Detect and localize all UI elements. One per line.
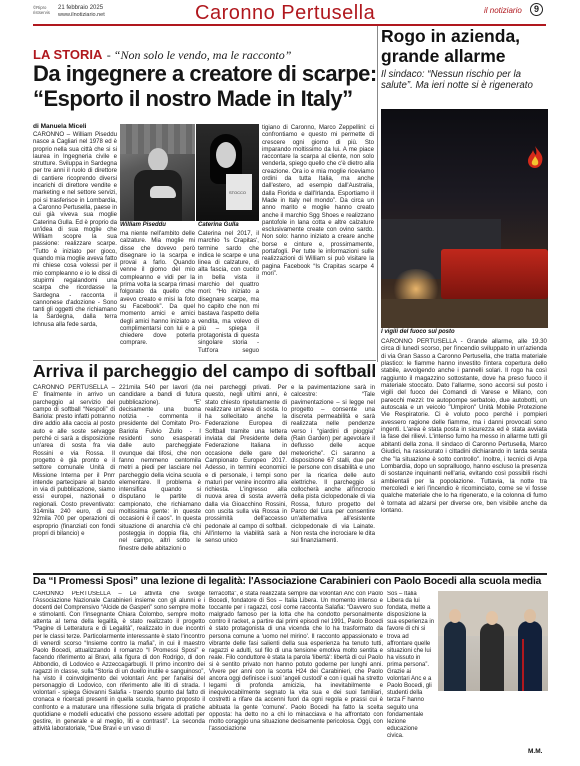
carabinieri-col3: Sos – Italia Libera da lui fondata, mette a disposizione la sua esperienza in favore di chi si trova ad affrontare quelle situazioni che lui ha vissuto in prima persona”. Grazie ai volontari Anc e a Paolo Bocedi, gli studenti della terza F hanno seguito una fondamentale lezione educazione civica.: [387, 591, 435, 739]
publisher-logo: ©Ripro ristservis: [33, 5, 50, 15]
carabinieri-headline: Da “I Promessi Sposi” una lezione di legalità: l'Associazione Carabinieri con Paolo Bocedi alla scuola media: [33, 576, 542, 587]
fire-photo: [381, 109, 548, 328]
newspaper-name: il notiziario: [484, 6, 522, 15]
flame-emblem-icon: [522, 144, 548, 170]
photo2-caption: Caterina Gulla: [198, 222, 239, 228]
section-title: Caronno Pertusella: [195, 2, 376, 24]
street-shape: [381, 299, 548, 328]
carabinieri-col1: CARONNO PERTUSELLA – Le attività che svolge l'Associazione Nazionale Carabinieri insieme con gli alunni e i docenti del Comprensivo “Alcide de Gasperi” sono sempre molte e stimolanti. Con l'insegnante Chiara Colombo, sempre molto attenta al tema della legalità, è stato realizzato il progetto “Pagine di Letteratura e di Legalità”, realizzato in due incontri per le classi terze. Particolarmente interessante è stato l'incontro di venerdì scorso “Insieme contro la mafia”, in cui il maestro Paolo Bocedi, attualizzando il romanzo “I Promessi Sposi” e facendo riferimento ai Bravi, alla figura di don Rodrigo, di don Abbondio, di Lodovico e Azzeccagarbugli. Il primo incontro dei ragazzi in classe, sulla “Storia di un duello inutile e sanguinoso”, ha visto il coinvolgimento dei volontari Anc per l'analisi del personaggio di Lodovico, con riferimento alle liti di strada. I volontari - spiega Giovanni Salafia - traendo spunto dal fatto di cronaca e ricercati presenti in quella scuola, hanno proposto il confronto e a maturare una riflessione sulla brigata di pratiche quotidiane e modelli educativi che possono essere adottati per gestire, in generale e al meglio, liti e contrasti”. La seconda attività laboratoriale, “Due Bravi e un vaso di: [33, 591, 205, 732]
carabinieri-sign-off-area: [438, 694, 548, 744]
person-left: [444, 621, 466, 691]
main-article-col1: CARONNO – William Piseddu nasce a Cagliari nel 1978 ed è proprio nella sua città che si si laurea in Ingegneria civile e strutture. Sviluppa in Sardegna per tre anni il ruolo di direttore di cantiere ricoprendo diversi incarichi di direttore vendite e marketing e nel settore servizi, poi si trasferisce in Lombardia, a Caronno Pertusella, paese in cui già viveva sua moglie Caterina Gulla. Ed è proprio da un'idea di sua moglie che William scopre la sua passione: realizzare scarpe. “Tutto è iniziato per gioco, quando mia moglie aveva fatto mi chiese cosa volessi per il mio compleanno e io le dissi di stupirmi regalandomi una scarpa che ricordasse la Sardegna - racconta il cannonese d'adozione - Sono tanti gli oggetti che richiamano la Sardegna, dalla terra lchnusa alla fede sarda,: [33, 131, 117, 328]
person-middle: [480, 623, 504, 691]
person-right-head: [524, 609, 536, 623]
shoe-shape: [150, 186, 176, 198]
softball-col2: 221mila 540 per lavori (da candidare a bandi di futura pubblicazione). “E' decisamente una buona notizia - commenta il presidente del Comitato Pro-Bariola Fulvio Zullo - I residenti sono esasperati dalle auto parcheggiate ovunque dai tifosi, che non fanno nemmeno centomila metri a piedi per lasciare nel parcheggio della vicina scuola elementare. Il problema è intensifica quando si disputano le partite di campionato, che richiamano moltissima gente: in queste occasioni è il caos”. In questa situazione di anarchia c'è chi posteggia in doppia fila, chi nel campo, altri sotto le finestre delle abitazioni o: [119, 384, 201, 552]
carabinieri-col2: terracotta”, è stata realizzata sempre dai volontari Anc con Paolo Bocedi, fondatore di Sos – Italia Libera. Un momento intenso e toccante per i ragazzi, così come racconta Salafia: “Davvero suo malgrado famoso per la lotta che ha condotto personalmente contro il racket, a partire dai primi episodi nel 1991, Paolo Bocedi è stato protagonista di una vicenda che lo ha trasformato da persona comune a 'uomo nel mirino'. Il racconto appassionato e vibrante delle fasi salienti della sua esperienza ha tenuto tutti, ragazzi e adulti, sul filo di una tensione emotiva molto sentita e reale. Filo conduttore è stata la parola 'libertà': libertà di cui Paolo si è sentito privato non hanno potuto goderne per lunghi anni. Vivere per anni con la scorta H24 dei Carabinieri, che Paolo ancora oggi definisce i suoi 'angeli custodi' e con i quali ha stretto legami di profonda amicizia, ha inevitabilmente e inequivocabilmente segnato la vita sua e dei suoi familiari, costretti a rifare da accenni fuori da ogni regola e prassi cui è abituata la gente 'comune'. Paolo Bocedi ha fatto la scelta opposta: ha detto no a chi lo minacciava e ha affrontato con molto coraggio una situazione decisamente pericolosa. Oggi, con l'associazione: [209, 591, 383, 732]
column-divider: [377, 26, 378, 362]
main-headline: [33, 61, 378, 111]
vigili-logo: [522, 144, 548, 170]
byline: di Manuela Miceli: [33, 123, 87, 130]
softball-col3: nei parcheggi privati. Per questo, negli ultimi anni, è stato chiesto ripetutamente di realizzare un'area di sosta. Io ha sollecitato anche la Federazione Europea di Softball tramite una lettera inviata dal Presidente della Federazione Italiana in occasione delle gare del Campionato Europeo 2017. Adesso, in termini economici e di personale, i tempi sono maturi per venire incontro alla richiesta. L'ingresso alla nuova area di sosta avverrà dalla via Gioacchino Rossini, con uscita sulla via Rossa in prossimità dell'accesso pedonale al campo di softball. All'interno la viabilità sarà a senso unico: [205, 384, 287, 545]
book-text: STOCCO: [229, 190, 247, 195]
person-left-head: [449, 609, 461, 623]
kicker-label: LA STORIA: [33, 47, 103, 62]
softball-col1: CARONNO PERTUSELLA – E' finalmente in arrivo un parcheggio al servizio del campo di softball “Nespoli” di Bariola: presto infatti potranno dire addio alla caccia al posto auto e alle soste selvagge perché ci sarà a disposizione un'area di sosta fra via Rossini e via Rossa. Il progetto è già pronto e il settore comunale Unità di Missione Interna per il Pnrr intende partecipare al bando in via di pubblicazione, siamo essi europei, nazionali o regionali. Costo preventivato: 314mila 240 euro, di cui 92mila 700 per operazioni di esproprio (finanziati con fondi propri di bilancio) e: [33, 384, 115, 537]
fire-truck-shape: [441, 249, 548, 299]
main-article-col2: ma niente nell'ambito delle calzature. Mia moglie mi disse che dovevo però disegnare io la scarpa e provai a farlo. Quando venne il giorno del mio compleanno e vidi per la prima volta la scarpa rimasi folgorato da quello che avevo creato e misi la foto su Facebook”. Da quel momento amici e amici degli amici hanno iniziato a complimentarsi con lui e a chiedere dove poterla comprare.: [120, 230, 195, 347]
softball-col4: e la pavimentazione sarà in calcestre: “Tale pavimentazione – si legge nel progetto – consente una discreta permeabilità e sarà realizzata nelle pendenze verso i “giardini di pioggia” (Rain Garden) per agevolare il deflusso delle acque meteoriche”. Ci saranno a disposizione 67 stalli, due per le persone con disabilità e uno per la ricarica delle auto elettriche. Il parcheggio si collocherà anche all'incrocio della pista ciclopedonale di via Rossa, futuro progetto del Parco del Lura per consentire un'alternativa all'esistente ciclopedonale di via Lainate. Non resta che incrociare le dita sui finanziamenti.: [291, 384, 375, 545]
fire-article-body: CARONNO PERTUSELLA - Grande allarme, alle 19.30 circa di lunedì scorso, per l'incendio sviluppato in un'azienda di via Gran Sasso a Caronno Pertusella, che tratta materiale plastico: le fiamme hanno investito l'intera copertura dello stabile, avvolgendo anche i pannelli solari. Il rogo ha così raggiunto il magazzino sottostante, dove ha preso fuoco il materiale stoccato. Dato l'allarme, sono accorsi sul posto i vigili del fuoco dei Comandi di Varese e Milano, con parecchi mezzi: tre autopompe serbatoio, due autobotti, un autoscala e un veicolo "Umpiron" Unità Mobile Protezione Vie Respiratorie. Ci è voluto poco perché i pompieri avessero ragione delle fiamme, ma i danni provocati sono ingenti. L'area è stata posta in sicurezza ed è stata avviata la fase dei rilievi. L'intenso fumo ha messo in allarme tutti gli abitanti della zona. Il sindaco di Caronno Pertusella, Marco Giudici, ha rassicurato i cittadini dichiarando in tarda serata che "la situazione è sotto controllo". Inoltre, i tecnici di Arpa Lombardia, dopo un sopralluogo, hanno escluso la presenza di sostanze inquinanti nell'aria, evitando così possibili rischi ambientali per la popolazione. Tuttavia, la notte tra mercoledì e ieri l'incendio è ricominciato, come se vi fosse qualche materiale che lo ha rigenerato, e la colonna di fumo è tornata ad alzarsi per diverse ore, ben visibile anche da lontano.: [381, 338, 547, 514]
main-article-col3: Caterina nel 2017, il marchio 'Is Crapitas', termine sardo che indica le scarpe e una linea di calzature, di alta fascia, con cucito in bella vista il marchio del quattro mori: “Ho iniziato a disegnare scarpe, ma ho capito che non mi bastava l'aspetto della vendita, ma volevo di più – spiega il protagonista di questa singolare storia - Tutt'ora seguo: [198, 230, 259, 354]
photo-william-piseddu: [120, 124, 195, 221]
carabinieri-photo: [438, 591, 548, 691]
person-head: [148, 148, 168, 172]
person-face: [216, 142, 236, 168]
bottom-section-rule: [33, 573, 547, 575]
person-right-stripe: [522, 639, 524, 691]
page-number: [530, 3, 543, 16]
person-middle-head: [486, 611, 498, 625]
fire-headline: Rogo in azienda, grande allarme: [381, 26, 521, 66]
kicker-quote: - “Non solo le vendo, ma le racconto”: [106, 48, 292, 62]
main-article-col4: tigiano di Caronno, Marco Zeppellini: ci confrontiamo e questo mi permette di crescere ogni giorno di più. Sto imparando moltissimo da lui. A me piace raccontare la scarpa al cliente, non solo venderla, spiego quello che c'è dietro alla creazione. Ora io e mia moglie riceviamo ordini da tutta Italia, ma anche dall'estero, ad esempio dall'Australia, dalla Florida e dall'Irlanda. Esportiamo il Made in Italy nel mondo”. Da circa un anno marito e moglie hanno creato anche il marchio Sgg Shoes e realizzano pantofole in lana cotta e altre calzature esclusivamente create con ovino sardo. Non solo: hanno iniziato a creare anche borse e cinture e, prossimamente, portafogli. Per tutte le informazioni sulle realizzazioni di William si può visitare la pagina Facebook “Is Crapitas scarpe 4 mori”.: [262, 124, 374, 277]
issue-date: 21 febbraio 2025: [58, 5, 104, 11]
article-signature: M.M.: [528, 748, 543, 755]
main-headline-line1: Da ingegnere a creatore di scarpe:: [33, 61, 377, 86]
main-headline-line2: “Esporto il nostro Made in Italy”: [33, 86, 353, 111]
fire-photo-caption: I vigili del fuoco sul posto: [381, 329, 455, 335]
photo1-caption: William Piseddu: [120, 222, 166, 228]
fire-subhead: Il sindaco: “Nessun rischio per la salute”. Ma ieri notte si è rigenerato: [381, 69, 533, 91]
kicker: [33, 46, 373, 60]
website-url: www.ilnotiziario.net: [58, 12, 105, 18]
photo-caterina-gulla: [196, 124, 259, 221]
softball-headline: Arriva il parcheggio del campo di softball: [33, 361, 377, 381]
page-number-value: 9: [533, 4, 539, 14]
